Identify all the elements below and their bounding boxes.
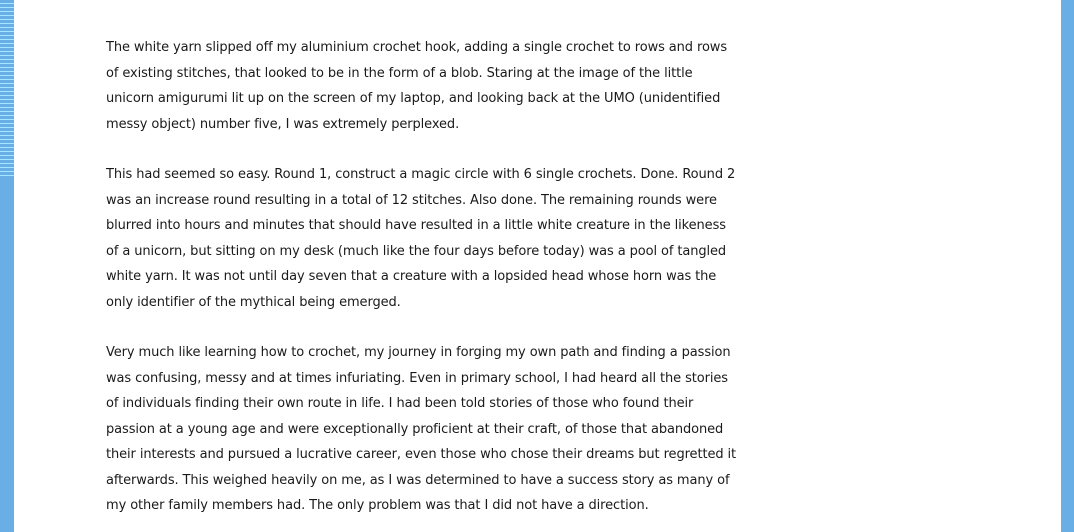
article-paragraph-3: Very much like learning how to crochet, my journey in forging my own path and finding a passion was confusing, messy and at times infuriating. Even in primary school, I had heard all the stories of individuals finding their own route in life. I had been told stories of those who found their passion at a young age and were exceptionally proficient at their craft, of those that abandoned their interests and pursued a lucrative career, even those who chose their dreams but regretted it afterwards. This weighed heavily on me, as I was determined to have a success story as many of my other family members had. The only problem was that I did not have a direction. [106,345,737,513]
article-paragraph-1: The white yarn slipped off my aluminium crochet hook, adding a single crochet to rows and rows of existing stitches, that looked to be in the form of a blob. Staring at the image of the little unicorn amigurumi lit up on the screen of my laptop, and looking back at the UMO (unidentified messy object) number five, I was extremely perplexed. [106,40,728,132]
article-paragraph-2: This had seemed so easy. Round 1, construct a magic circle with 6 single crochets. Done. Round 2 was an increase round resulting in a total of 12 stitches. Also done. The remaining rounds were blurred into hours and minutes that should have resulted in a little white creature in the likeness of a unicorn, but sitting on my desk (much like the four days before today) was a pool of tangled white yarn. It was not until day seven that a creature with a lopsided head whose horn was the only identifier of the mythical being emerged. [106,167,736,310]
left-side-bar [0,0,14,532]
article-body [106,35,742,532]
right-side-bar [1061,0,1074,532]
left-side-bar-stripes [0,0,14,176]
